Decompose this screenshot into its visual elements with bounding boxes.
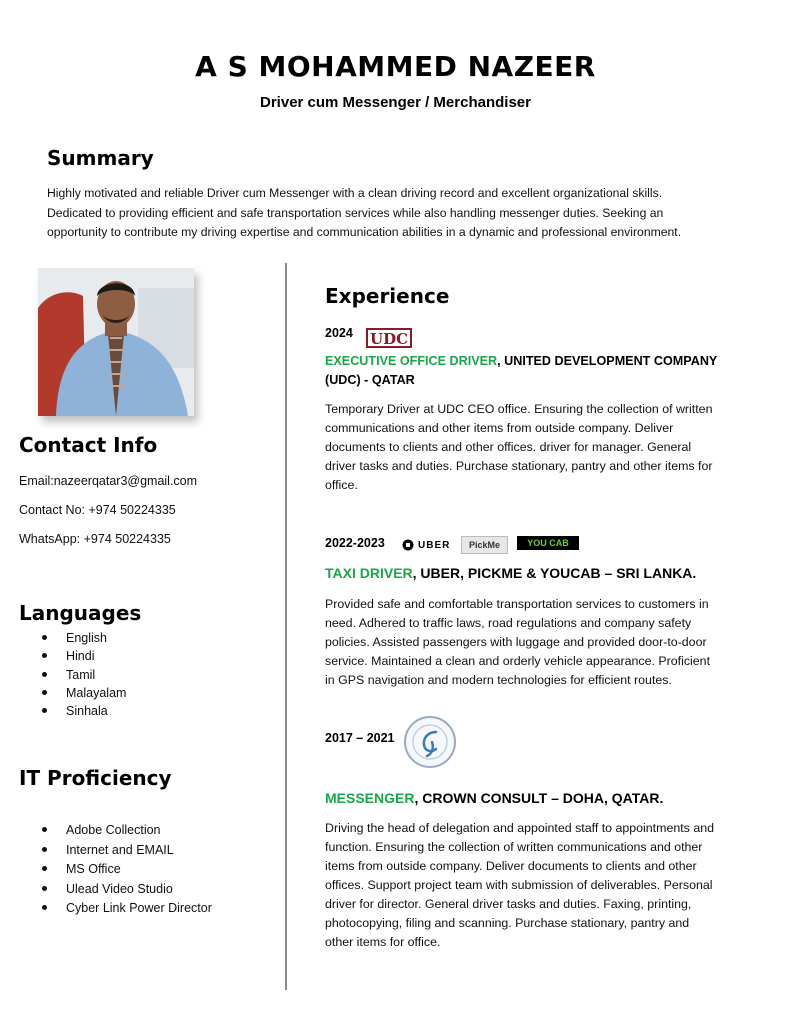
desc-line: function. Ensuring the collection of written communications and other [325, 840, 703, 854]
summary-line: Dedicated to providing efficient and safe transportation services while also handling messenger duties. Seeking an [47, 205, 664, 220]
profile-photo [38, 268, 194, 416]
job-year: 2024 [325, 326, 353, 340]
desc-line: service. Maintained a clean and orderly vehicle appearance. Proficient [325, 654, 711, 668]
job-year: 2017 – 2021 [325, 731, 395, 745]
contact-heading: Contact Info [19, 433, 158, 457]
contact-whatsapp: WhatsApp: +974 50224335 [19, 532, 171, 546]
list-item: Ulead Video Studio [19, 880, 212, 900]
resume-name: A S MOHAMMED NAZEER [195, 50, 596, 83]
summary-heading: Summary [47, 146, 154, 170]
uber-logo-text: UBER [418, 539, 451, 551]
list-item: Hindi [19, 647, 126, 665]
desc-line: driver for director. General driver tasks and duties. Faxing, printing, [325, 897, 692, 911]
list-item: Internet and EMAIL [19, 841, 212, 861]
udc-logo-mark: UDC [366, 328, 412, 348]
list-item: Adobe Collection [19, 821, 212, 841]
job-title [325, 352, 745, 390]
list-item: English [19, 629, 126, 647]
desc-line: Driving the head of delegation and appointed staff to appointments and [325, 821, 714, 835]
job-role: TAXI DRIVER [325, 565, 413, 581]
desc-line: offices. Support project team with submission of deliverables. Personal [325, 878, 713, 892]
job-description [325, 819, 745, 952]
youcab-logo: YOU CAB [517, 536, 579, 550]
summary-line: Highly motivated and reliable Driver cum Messenger with a clean driving record and excellent organizational skills. [47, 186, 663, 200]
experience-heading: Experience [325, 284, 450, 308]
desc-line: office. [325, 478, 358, 492]
job-company: , UNITED DEVELOPMENT COMPANY (UDC) - QATAR [325, 354, 718, 387]
job-description [325, 595, 745, 690]
desc-line: documents to clients and other offices. driver for manager. General [325, 440, 692, 454]
list-item: Tamil [19, 666, 126, 684]
job-year: 2022-2023 [325, 536, 385, 550]
job-role: MESSENGER [325, 790, 415, 806]
uber-logo [402, 537, 450, 553]
job-company: , CROWN CONSULT – DOHA, QATAR. [414, 790, 664, 806]
desc-line: need. Adhered to traffic laws, road regulations and company safety [325, 616, 692, 630]
languages-list [19, 629, 126, 720]
contact-phone: Contact No: +974 50224335 [19, 503, 176, 517]
desc-line: other items for office. [325, 935, 441, 949]
desc-line: communications and other items from outside company. Deliver [325, 421, 674, 435]
resume-role: Driver cum Messenger / Merchandiser [260, 94, 531, 111]
desc-line: in GPS navigation and modern technologies for efficient routes. [325, 673, 672, 687]
list-item: Malayalam [19, 684, 126, 702]
it-proficiency-list [19, 821, 212, 919]
udc-logo [365, 323, 413, 353]
crown-consult-logo [404, 716, 456, 768]
desc-line: Temporary Driver at UDC CEO office. Ensuring the collection of written [325, 402, 713, 416]
crown-consult-icon [406, 718, 454, 766]
desc-line: driver tasks and duties. Purchase stationary, pantry and other items for [325, 459, 713, 473]
job-company: , UBER, PICKME & YOUCAB – SRI LANKA. [412, 565, 697, 581]
pickme-logo: PickMe [461, 536, 508, 554]
job-title [325, 789, 745, 808]
job-description [325, 400, 745, 495]
languages-heading: Languages [19, 601, 142, 625]
list-item: Cyber Link Power Director [19, 899, 212, 919]
summary-text [47, 184, 757, 243]
job-role: EXECUTIVE OFFICE DRIVER [325, 354, 498, 368]
desc-line: policies. Assisted passengers with luggage and provided door-to-door [325, 635, 707, 649]
contact-email[interactable]: Email:nazeerqatar3@gmail.com [19, 474, 198, 488]
column-divider [285, 263, 287, 990]
job-title [325, 564, 745, 583]
summary-line: opportunity to contribute my driving expertise and communication abilities in a dynamic and professional environment. [47, 225, 682, 239]
list-item: MS Office [19, 860, 212, 880]
it-proficiency-heading: IT Proficiency [19, 766, 172, 790]
desc-line: Provided safe and comfortable transportation services to customers in [325, 597, 709, 611]
list-item: Sinhala [19, 702, 126, 720]
desc-line: photocopying, filing and scanning. Purchase stationary, pantry and [325, 916, 690, 930]
desc-line: items from outside company. Deliver documents to clients and other [325, 859, 697, 873]
uber-icon [402, 539, 414, 551]
